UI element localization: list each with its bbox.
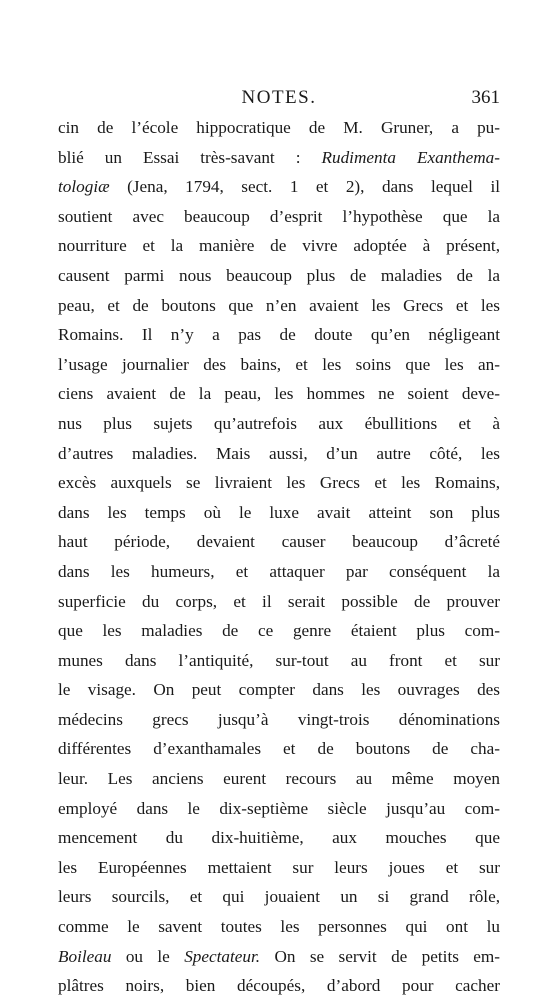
text-line	[58, 705, 500, 735]
italic-text: Rudimenta Exanthema-	[321, 147, 500, 167]
text-line	[58, 527, 500, 557]
text-line	[58, 675, 500, 705]
text-segment: comme le savent toutes les personnes qui ont lu	[58, 917, 500, 937]
text-line	[58, 231, 500, 261]
text-segment: haut période, devaient causer beaucoup d’âcreté	[58, 532, 500, 552]
text-segment: employé dans le dix-septième siècle jusqu’au com-	[58, 798, 500, 818]
text-line	[58, 882, 500, 912]
text-line	[58, 172, 500, 202]
text-segment: le visage. On peut compter dans les ouvrages des	[58, 680, 500, 700]
text-segment: excès auxquels se livraient les Grecs et les Romains,	[58, 473, 500, 493]
text-segment: munes dans l’antiquité, sur-tout au front et sur	[58, 650, 500, 670]
text-line	[58, 409, 500, 439]
text-line	[58, 291, 500, 321]
text-segment: nus plus sujets qu’autrefois aux ébullitions et à	[58, 413, 500, 433]
text-line	[58, 971, 500, 1001]
text-segment: ou le	[111, 946, 185, 966]
text-segment: l’usage journalier des bains, et les soins que les an-	[58, 354, 500, 374]
text-segment: dans les temps où le luxe avait atteint son plus	[58, 502, 500, 522]
italic-text: tologiæ	[58, 177, 110, 197]
text-line	[58, 942, 500, 972]
text-line	[58, 587, 500, 617]
text-segment: d’autres maladies. Mais aussi, d’un autre côté, les	[58, 443, 500, 463]
text-line	[58, 734, 500, 764]
text-segment: leur. Les anciens eurent recours au même moyen	[58, 769, 500, 789]
text-segment: On se servit de petits em-	[260, 946, 500, 966]
italic-text: Spectateur.	[184, 946, 261, 966]
text-line	[58, 853, 500, 883]
text-segment: mencement du dix-huitième, aux mouches que	[58, 828, 500, 848]
text-segment: cin de l’école hippocratique de M. Gruner, a pu-	[58, 118, 500, 137]
text-segment: médecins grecs jusqu’à vingt-trois dénominations	[58, 709, 500, 729]
text-segment: plâtres noirs, bien découpés, d’abord pour cacher	[58, 976, 500, 996]
text-line	[58, 764, 500, 794]
italic-text: Boileau	[58, 946, 112, 966]
text-segment: ciens avaient de la peau, les hommes ne soient deve-	[58, 384, 500, 404]
text-segment: leurs sourcils, et qui jouaient un si grand rôle,	[58, 887, 500, 907]
body-text	[58, 113, 500, 1001]
text-line	[58, 261, 500, 291]
text-line	[58, 498, 500, 528]
text-segment: blié un Essai très-savant :	[58, 147, 322, 167]
text-line	[58, 557, 500, 587]
text-line	[58, 143, 500, 173]
text-line	[58, 646, 500, 676]
text-line	[58, 823, 500, 853]
page-number: 361	[471, 87, 500, 108]
text-line	[58, 350, 500, 380]
text-line	[58, 379, 500, 409]
text-line	[58, 439, 500, 469]
running-head	[58, 86, 500, 110]
text-line	[58, 616, 500, 646]
text-segment: (Jena, 1794, sect. 1 et 2), dans lequel il	[109, 177, 500, 197]
text-segment: nourriture et la manière de vivre adoptée à présent,	[58, 236, 500, 256]
text-segment: différentes d’exanthamales et de boutons de cha-	[58, 739, 500, 759]
text-segment: que les maladies de ce genre étaient plus com-	[58, 621, 500, 641]
text-line	[58, 794, 500, 824]
text-line	[58, 912, 500, 942]
text-line	[58, 202, 500, 232]
text-line	[58, 468, 500, 498]
text-line	[58, 320, 500, 350]
text-segment: peau, et de boutons que n’en avaient les Grecs et les	[58, 295, 500, 315]
text-segment: superficie du corps, et il serait possible de prouver	[58, 591, 500, 611]
text-segment: causent parmi nous beaucoup plus de maladies de la	[58, 265, 500, 285]
text-segment: les Européennes mettaient sur leurs joues et sur	[58, 857, 500, 877]
running-title: NOTES.	[241, 87, 317, 108]
text-segment: Romains. Il n’y a pas de doute qu’en négligeant	[58, 325, 500, 345]
text-segment: soutient avec beaucoup d’esprit l’hypothèse que la	[58, 206, 500, 226]
text-segment: dans les humeurs, et attaquer par conséquent la	[58, 561, 500, 581]
text-line	[58, 113, 500, 143]
